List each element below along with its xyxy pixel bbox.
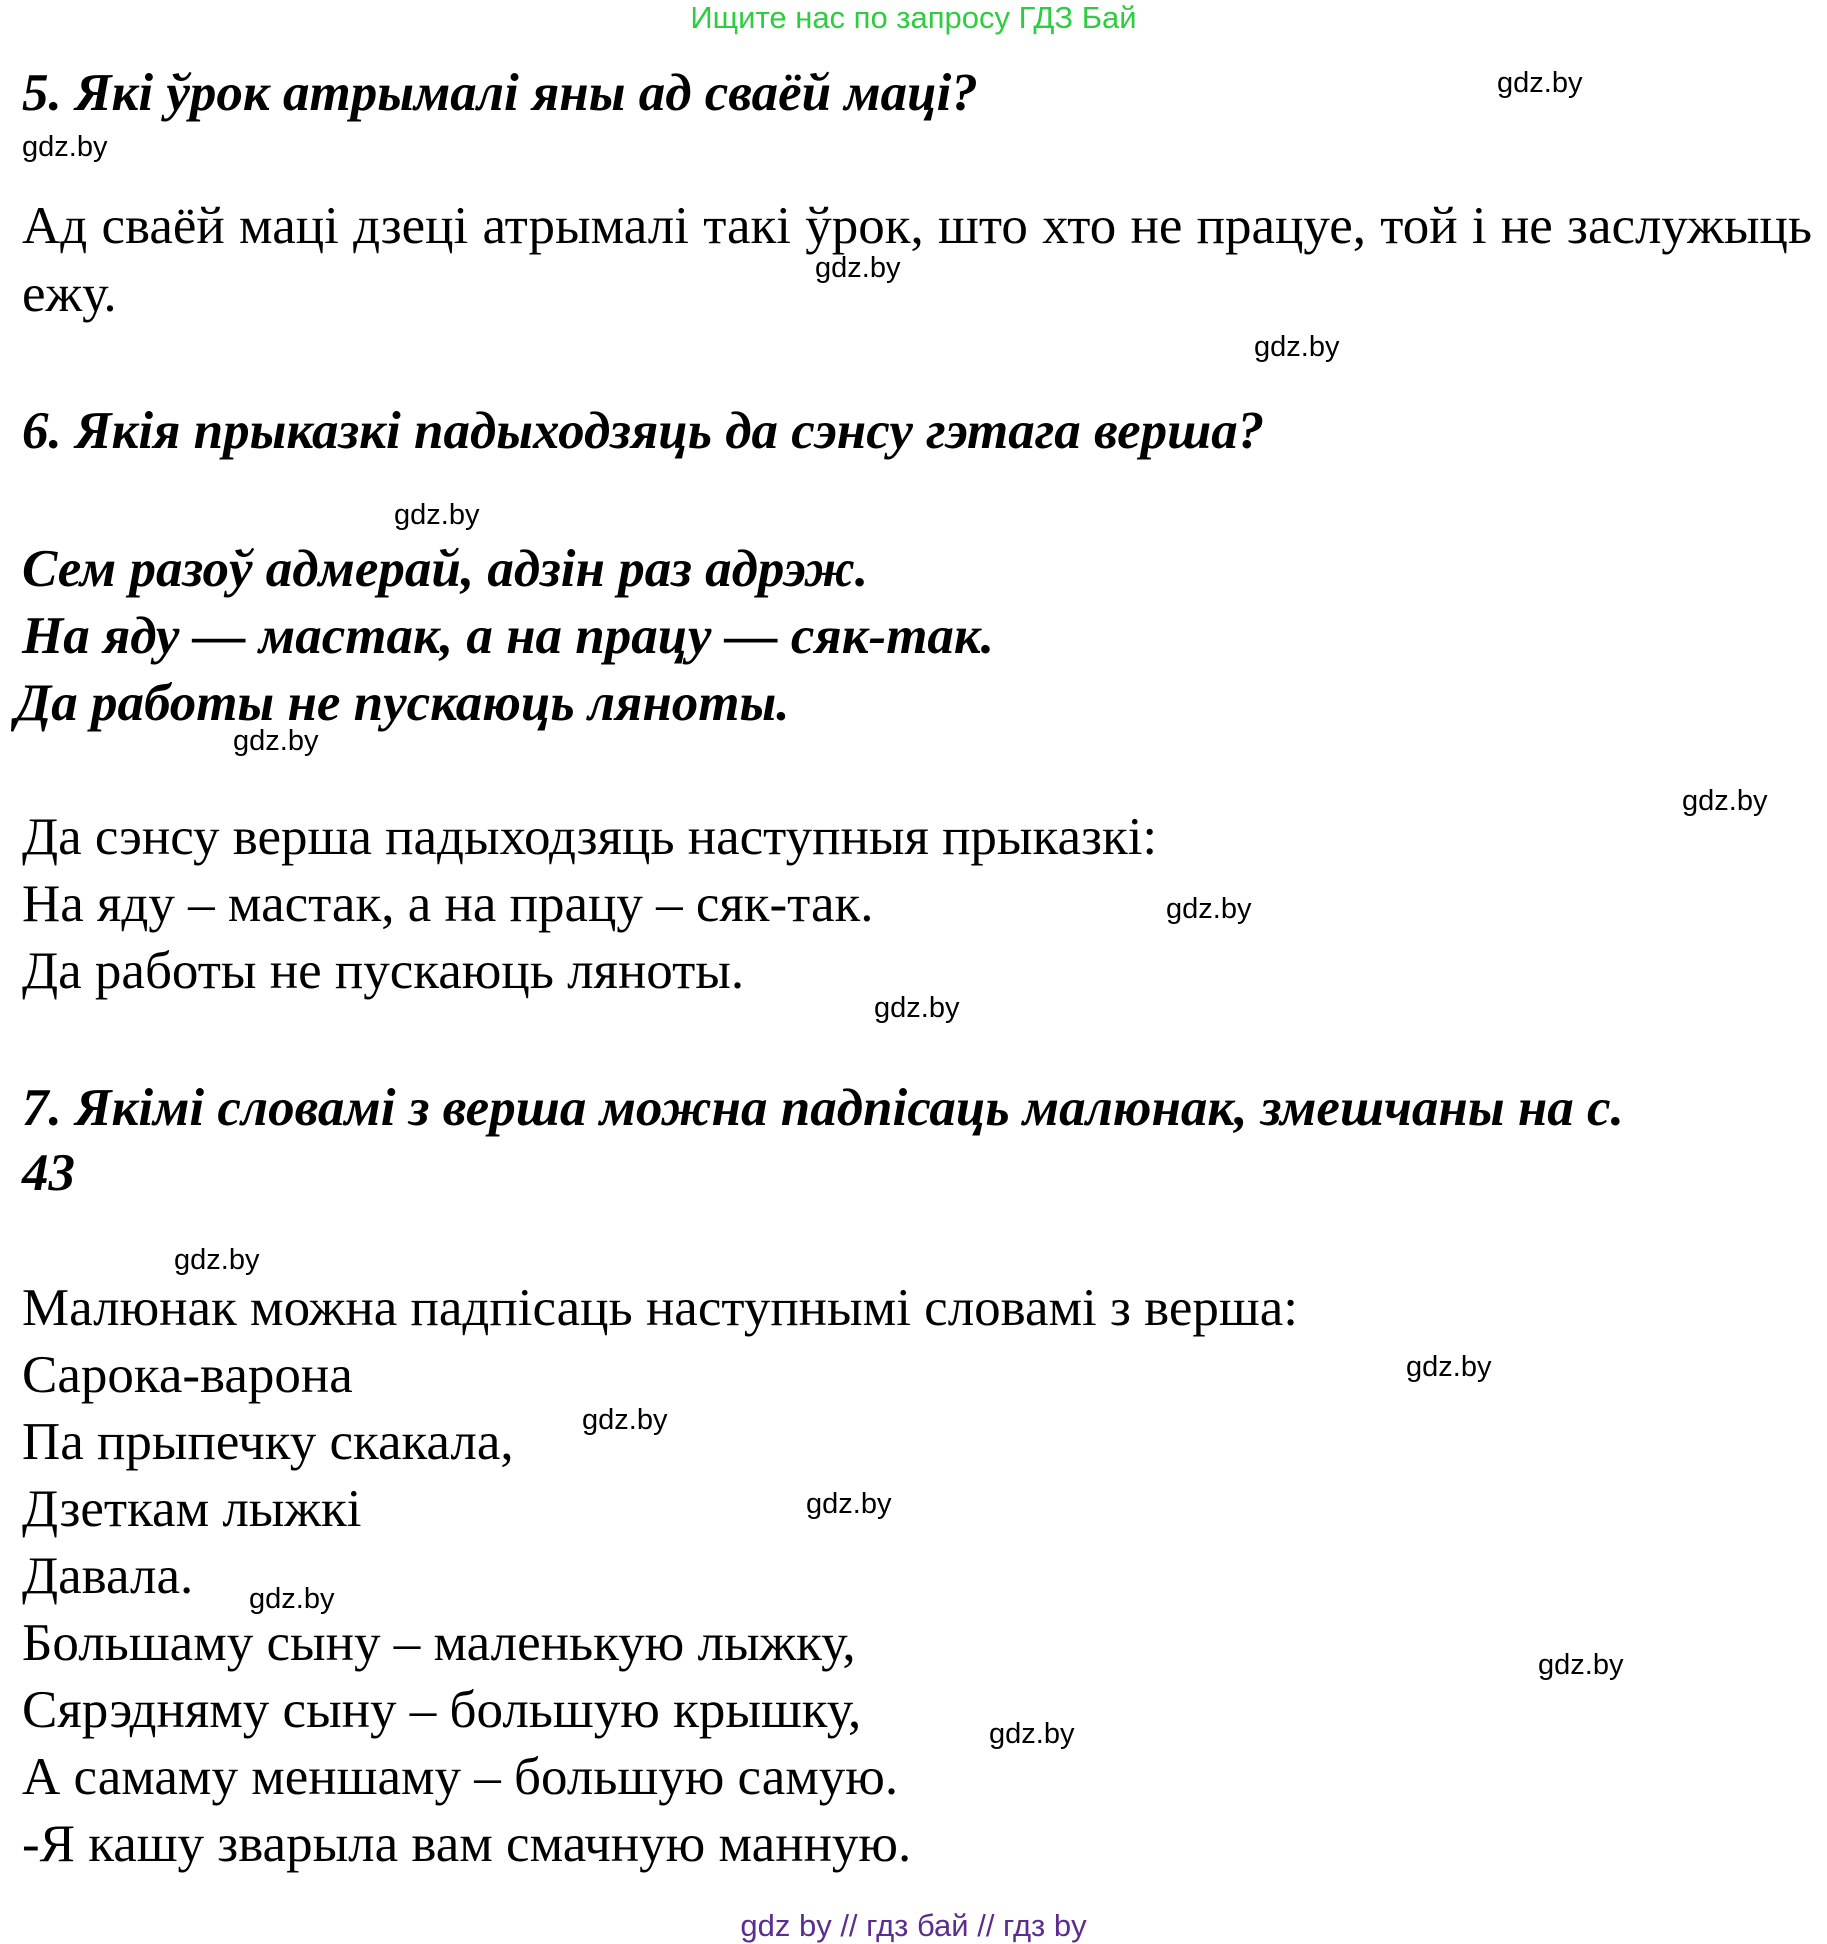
watermark: gdz.by xyxy=(22,131,108,163)
watermark: gdz.by xyxy=(874,992,960,1024)
watermark: gdz.by xyxy=(806,1488,892,1520)
answer-7-line-8: А самаму меншаму – большую самую. xyxy=(22,1748,899,1806)
answer-6-line-2: На яду – мастак, а на працу – сяк-так. xyxy=(22,875,874,933)
answer-7-line-7: Сярэдняму сыну – большую крышку, xyxy=(22,1681,862,1739)
proverb-1: Сем разоў адмерай, адзін раз адрэж. xyxy=(22,540,869,598)
answer-7-line-2: Сарока-варона xyxy=(22,1346,353,1404)
answer-7-line-4: Дзеткам лыжкі xyxy=(22,1480,362,1538)
question-7-line-1: 7. Якімі словамі з верша можна падпісаць малюнак, змешчаны на с. xyxy=(22,1079,1624,1137)
proverb-3: Да работы не пускаюць ляноты. xyxy=(15,674,790,732)
watermark: gdz.by xyxy=(815,252,901,284)
top-banner: Ищите нас по запросу ГДЗ Бай xyxy=(690,0,1137,35)
question-7-line-2: 43 xyxy=(22,1144,75,1202)
watermark: gdz.by xyxy=(1682,785,1768,817)
watermark: gdz.by xyxy=(1538,1649,1624,1681)
watermark: gdz.by xyxy=(989,1718,1075,1750)
answer-5: Ад сваёй маці дзеці атрымалі такі ўрок, што хто не працуе, той і не заслужыць ежу. xyxy=(22,197,1812,323)
answer-7-line-1: Малюнак можна падпісаць наступнымі словамі з верша: xyxy=(22,1279,1298,1337)
answer-7-line-3: Па прыпечку скакала, xyxy=(22,1413,514,1471)
answer-6-line-1: Да сэнсу верша падыходзяць наступныя прыказкі: xyxy=(22,808,1158,866)
watermark: gdz.by xyxy=(174,1244,260,1276)
watermark: gdz.by xyxy=(1254,331,1340,363)
answer-7-line-9: -Я кашу зварыла вам смачную манную. xyxy=(22,1815,912,1873)
watermark: gdz.by xyxy=(1406,1351,1492,1383)
watermark: gdz.by xyxy=(582,1404,668,1436)
answer-7-line-5: Давала. xyxy=(22,1547,194,1605)
question-6: 6. Якія прыказкі падыходзяць да сэнсу гэтага верша? xyxy=(22,402,1265,460)
proverb-2: На яду — мастак, а на працу — сяк-так. xyxy=(22,607,995,665)
watermark: gdz.by xyxy=(1166,893,1252,925)
answer-7-line-6: Большаму сыну – маленькую лыжку, xyxy=(22,1614,856,1672)
watermark: gdz.by xyxy=(233,725,319,757)
answer-6-line-3: Да работы не пускаюць ляноты. xyxy=(22,942,745,1000)
watermark: gdz.by xyxy=(1497,67,1583,99)
watermark: gdz.by xyxy=(249,1583,335,1615)
watermark: gdz.by xyxy=(394,499,480,531)
question-5: 5. Які ўрок атрымалі яны ад сваёй маці? xyxy=(22,64,978,122)
footer: gdz by // гдз бай // гдз by xyxy=(740,1908,1087,1943)
